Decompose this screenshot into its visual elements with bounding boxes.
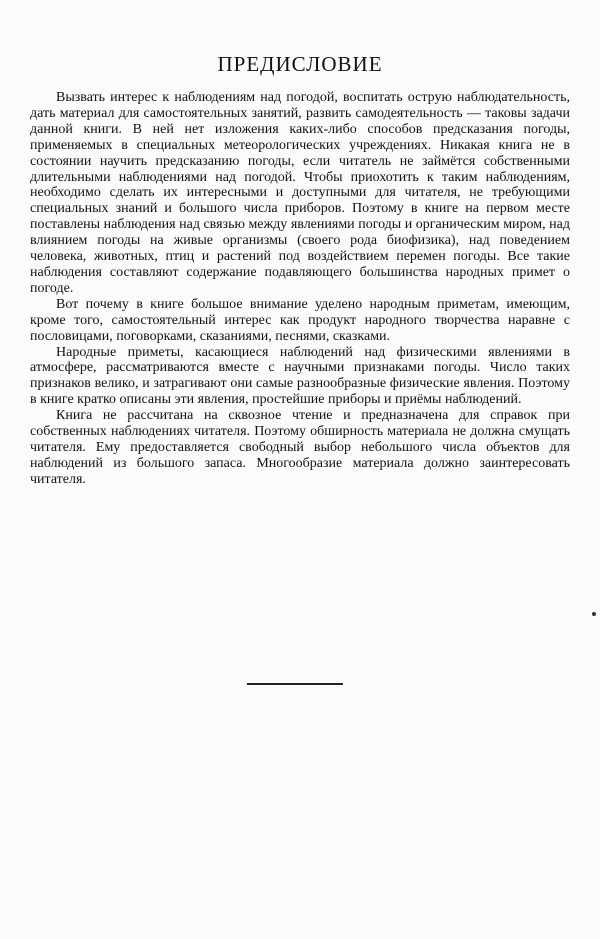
margin-dot [592,612,596,616]
end-divider [247,683,343,685]
page-title: ПРЕДИСЛОВИЕ [217,52,383,76]
preface-body [30,90,570,488]
paragraph-4: Книга не рассчитана на сквозное чтение и предназначена для справок при собственных наблюдениях читателя. Поэтому обширность материала не должна смущать читателя. Ему предоставляется свободный выбор небольшого числа объектов для наблюдений из большого запаса. Многообразие материала должно заинтересовать читателя. [30,408,570,487]
paragraph-3: Народные приметы, касающиеся наблюдений над физическими явлениями в атмосфере, рассматриваются вместе с научными признаками погоды. Число таких признаков велико, и затрагивают они самые разнообразные физические явления. Поэтому в книге кратко описаны эти явления, простейшие приборы и приёмы наблюдений. [30,344,570,408]
paragraph-2: Вот почему в книге большое внимание уделено народным приметам, имеющим, кроме того, самостоятельный интерес как продукт народного творчества наравне с пословицами, поговорками, сказаниями, песнями, сказками. [30,296,570,344]
paragraph-1: Вызвать интерес к наблюдениям над погодой, воспитать острую наблюдательность, дать материал для самостоятельных занятий, развить самодеятельность — таковы задачи данной книги. В ней нет изложения каких-либо способов предсказания погоды, применяемых в специальных метеорологических учреждениях. Никакая книга не в состоянии научить предсказанию погоды, если читатель не займётся собственными длительными наблюдениями над погодой. Чтобы приохотить к таким наблюдениям, необходимо сделать их интересными и доступными для читателя, не требующими специальных знаний и большого числа приборов. Поэтому в книге на первом месте поставлены наблюдения над связью между явлениями погоды и органическим миром, над влиянием погоды на живые организмы (своего рода биофизика), над поведением человека, животных, птиц и растений под воздействием перемен погоды. Все такие наблюдения составляют содержание подавляющего большинства народных примет о погоде. [30,90,570,296]
